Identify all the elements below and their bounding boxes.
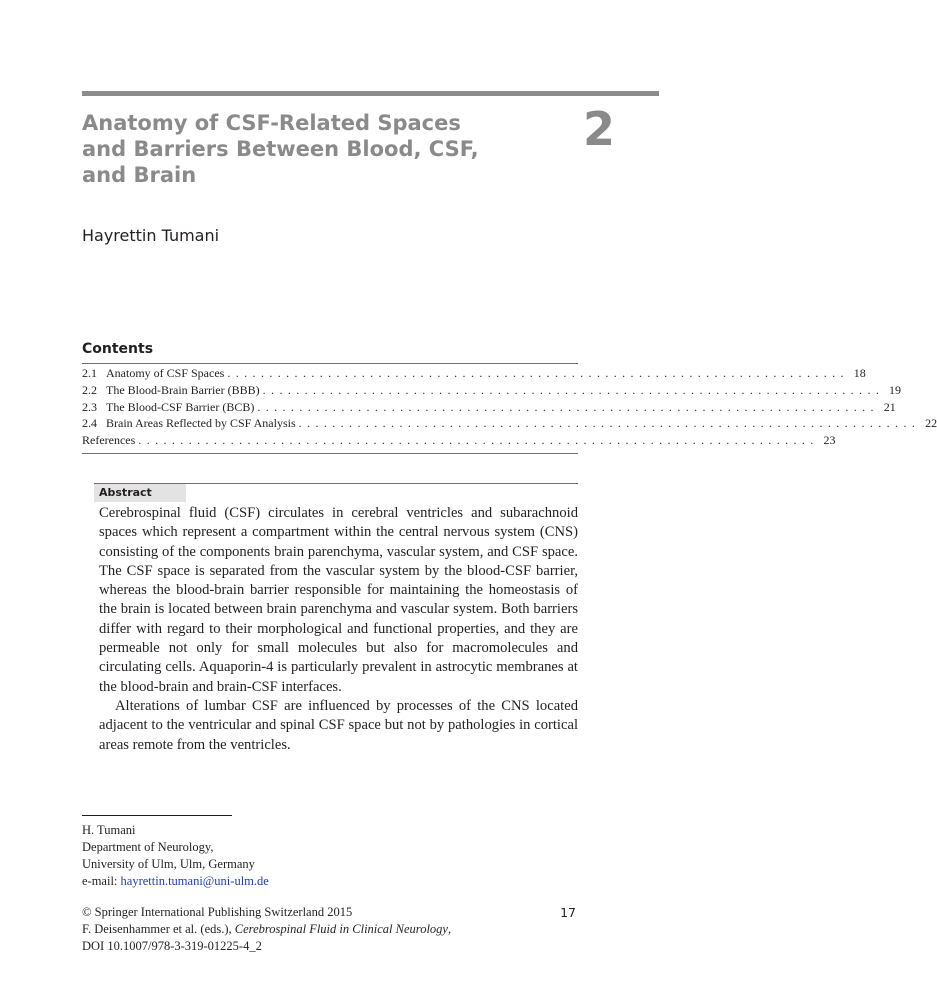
email-label: e-mail: [82, 874, 121, 888]
toc-leader-dots: . . . . . . . . . . . . . . . . . . . . . . . . . . . . . . . . . . . . . . . . . . . . . . . . . . . . . . . . . . . . . . . . . . . . . . . . . . [298, 416, 917, 431]
toc-entry-references[interactable] [82, 433, 836, 450]
toc-entry-number: 2.2 [82, 382, 97, 397]
toc-entry-page: 19 [889, 382, 902, 397]
citation-editors: F. Deisenhammer et al. (eds.), [82, 922, 235, 936]
toc-entry-title: The Blood-CSF Barrier (BCB) [106, 399, 255, 414]
toc-leader-dots: . . . . . . . . . . . . . . . . . . . . . . . . . . . . . . . . . . . . . . . . . . . . . . . . . . . . . . . . . . . . . . . . . . . . . . . . . . [257, 399, 875, 414]
publication-info [82, 904, 578, 955]
abstract-label: Abstract [94, 484, 186, 502]
toc-entry-title: Brain Areas Reflected by CSF Analysis [106, 416, 296, 431]
chapter-title [82, 110, 502, 188]
footnote-rule [82, 815, 232, 816]
chapter-title-line: Anatomy of CSF-Related Spaces [82, 111, 461, 135]
toc-leader-dots: . . . . . . . . . . . . . . . . . . . . . . . . . . . . . . . . . . . . . . . . . . . . . . . . . . . . . . . . . . . . . . . . . . . . . . . . . . [262, 382, 881, 397]
author-affiliation [82, 822, 269, 890]
abstract-paragraph: Cerebrospinal fluid (CSF) circulates in cerebral ventricles and subarachnoid spaces which represent a compartment within the central nervous system (CNS) consisting of the components brain parenchyma, vascular system, and CSF space. The CSF space is separated from the vascular system by the blood-CSF barrier, whereas the blood-brain barrier responsible for maintaining the homeostasis of the brain is located between brain parenchyma and vascular system. Both barriers differ with regard to their morphological and functional properties, and they are permeable not only for small molecules but also for macromolecules and circulating cells. Aquaporin-4 is particularly prevalent in astrocytic membranes at the blood-brain and brain-CSF interfaces. [99, 505, 578, 695]
chapter-author: Hayrettin Tumani [82, 226, 220, 245]
affiliation-name: H. Tumani [82, 823, 136, 837]
page-number: 17 [560, 905, 576, 920]
copyright-line: © Springer International Publishing Switzerland 2015 [82, 905, 353, 919]
toc-entry-number: 2.1 [82, 366, 97, 380]
doi-line[interactable]: DOI 10.1007/978-3-319-01225-4_2 [82, 939, 262, 953]
toc-entry[interactable] [82, 399, 896, 417]
toc-entry-page: 18 [853, 366, 866, 380]
affiliation-university: University of Ulm, Ulm, Germany [82, 857, 255, 871]
toc-leader-dots: . . . . . . . . . . . . . . . . . . . . . . . . . . . . . . . . . . . . . . . . . . . . . . . . . . . . . . . . . . . . . . . . . . . . . . . . . . . . . . . . . [138, 433, 815, 448]
chapter-title-line: and Barriers Between Blood, CSF, [82, 137, 479, 161]
toc-entry-page: 22 [925, 416, 937, 431]
table-of-contents [82, 363, 937, 454]
citation-book-title: Cerebrospinal Fluid in Clinical Neurology [234, 922, 448, 936]
toc-entry-title: References [82, 433, 136, 448]
toc-entry[interactable] [82, 366, 866, 383]
toc-entry-page: 23 [823, 433, 836, 448]
toc-entry-title: Anatomy of CSF Spaces [106, 366, 225, 380]
toc-entry[interactable] [82, 382, 902, 400]
affiliation-email-line [82, 873, 269, 890]
toc-leader-dots: . . . . . . . . . . . . . . . . . . . . . . . . . . . . . . . . . . . . . . . . . . . . . . . . . . . . . . . . . . . . . . . . . . . . . . . . . . [227, 366, 845, 380]
email-link[interactable]: hayrettin.tumani@uni-ulm.de [120, 874, 269, 888]
contents-heading: Contents [82, 341, 154, 357]
toc-entry-number: 2.4 [82, 416, 97, 431]
chapter-number: 2 [582, 102, 615, 156]
chapter-top-rule [82, 91, 659, 96]
toc-entry[interactable] [82, 416, 937, 433]
chapter-title-line: and Brain [82, 163, 197, 187]
toc-entry-page: 21 [883, 399, 896, 414]
abstract-paragraph: Alterations of lumbar CSF are influenced by processes of the CNS located adjacent to the ventricular and spinal CSF space but not by pathologies in cortical areas remote from the ventricles. [99, 697, 578, 753]
abstract-body [99, 504, 578, 755]
toc-entry-title: The Blood-Brain Barrier (BBB) [106, 382, 260, 397]
citation-suffix: , [447, 922, 452, 936]
citation-line [82, 921, 578, 938]
toc-entry-number: 2.3 [82, 399, 97, 414]
affiliation-department: Department of Neurology, [82, 840, 214, 854]
